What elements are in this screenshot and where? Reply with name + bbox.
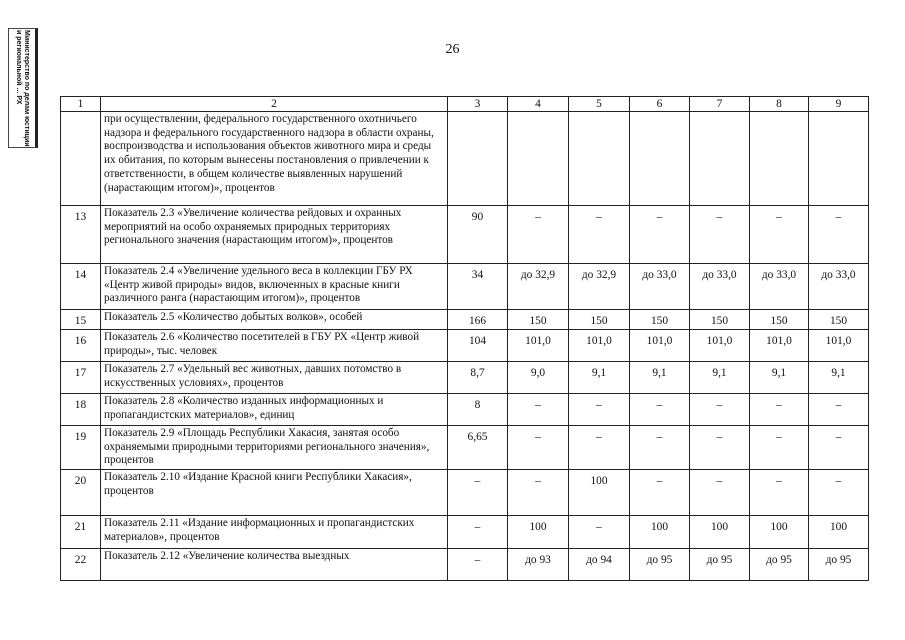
value-cell: – <box>750 426 809 470</box>
row-number: 21 <box>61 516 101 549</box>
table-row <box>61 264 869 310</box>
value-cell: 8,7 <box>448 362 508 394</box>
value-cell: – <box>690 470 750 516</box>
table-row <box>61 330 869 362</box>
column-header: 7 <box>690 97 750 112</box>
value-cell: 150 <box>690 310 750 330</box>
table-row <box>61 394 869 426</box>
value-cell: 100 <box>569 470 630 516</box>
value-cell: 150 <box>750 310 809 330</box>
indicator-text: Показатель 2.3 «Увеличение количества рейдовых и охранных мероприятий на особо охраняемых природных территориях регионального значения (нарастающим итогом)», процентов <box>101 206 448 264</box>
value-cell: – <box>569 426 630 470</box>
column-header: 6 <box>630 97 690 112</box>
value-cell: – <box>508 394 569 426</box>
column-header: 4 <box>508 97 569 112</box>
value-cell: 100 <box>508 516 569 549</box>
table-row <box>61 362 869 394</box>
value-cell <box>809 112 869 206</box>
table-row <box>61 206 869 264</box>
row-number: 19 <box>61 426 101 470</box>
value-cell: – <box>448 470 508 516</box>
value-cell: – <box>809 206 869 264</box>
page-number: 26 <box>445 42 460 57</box>
table-row <box>61 310 869 330</box>
indicator-text: Показатель 2.5 «Количество добытых волков», особей <box>101 310 448 330</box>
row-number: 22 <box>61 549 101 581</box>
table-row <box>61 516 869 549</box>
value-cell: 150 <box>630 310 690 330</box>
value-cell: до 95 <box>690 549 750 581</box>
value-cell: до 33,0 <box>750 264 809 310</box>
column-header: 5 <box>569 97 630 112</box>
value-cell: до 94 <box>569 549 630 581</box>
value-cell: – <box>809 426 869 470</box>
value-cell: – <box>750 206 809 264</box>
value-cell: – <box>569 516 630 549</box>
indicator-text: Показатель 2.9 «Площадь Республики Хакасия, занятая особо охраняемыми природными территориями регионального значения», процентов <box>101 426 448 470</box>
value-cell: 90 <box>448 206 508 264</box>
value-cell <box>448 112 508 206</box>
value-cell: 104 <box>448 330 508 362</box>
stamp-text: Министерство по делам юстиции и региональной ... РХ <box>15 30 30 147</box>
value-cell: – <box>690 426 750 470</box>
value-cell: 100 <box>630 516 690 549</box>
column-header: 1 <box>61 97 101 112</box>
indicators-table <box>60 96 869 581</box>
value-cell: 101,0 <box>508 330 569 362</box>
value-cell: до 33,0 <box>809 264 869 310</box>
value-cell: – <box>569 394 630 426</box>
value-cell: 9,0 <box>508 362 569 394</box>
value-cell: до 93 <box>508 549 569 581</box>
value-cell: 100 <box>750 516 809 549</box>
value-cell: 6,65 <box>448 426 508 470</box>
value-cell: 9,1 <box>569 362 630 394</box>
indicator-text: при осуществлении, федерального государственного охотничьего надзора и федерального государственного надзора в области охраны, воспроизводства и использования объектов животного мира и среды их обитания, по которым вынесены постановления о привлечении к ответственности, в общем количестве выявленных нарушений (нарастающим итогом)», процентов <box>101 112 448 206</box>
indicator-text: Показатель 2.8 «Количество изданных информационных и пропагандистских материалов», единиц <box>101 394 448 426</box>
value-cell: 100 <box>809 516 869 549</box>
value-cell: – <box>750 394 809 426</box>
value-cell: – <box>809 394 869 426</box>
table-row <box>61 112 869 206</box>
indicator-text: Показатель 2.7 «Удельный вес животных, давших потомство в искусственных условиях», процентов <box>101 362 448 394</box>
value-cell: 9,1 <box>690 362 750 394</box>
value-cell: 8 <box>448 394 508 426</box>
table-row <box>61 470 869 516</box>
indicator-text: Показатель 2.6 «Количество посетителей в ГБУ РХ «Центр живой природы», тыс. человек <box>101 330 448 362</box>
indicator-text: Показатель 2.12 «Увеличение количества выездных <box>101 549 448 581</box>
value-cell: – <box>508 426 569 470</box>
value-cell: – <box>508 470 569 516</box>
value-cell: 150 <box>508 310 569 330</box>
table-header-row <box>61 97 869 112</box>
value-cell <box>630 112 690 206</box>
value-cell: – <box>690 394 750 426</box>
table-row <box>61 426 869 470</box>
column-header: 8 <box>750 97 809 112</box>
table-row <box>61 549 869 581</box>
value-cell: до 95 <box>630 549 690 581</box>
value-cell: – <box>630 206 690 264</box>
column-header: 9 <box>809 97 869 112</box>
value-cell: до 32,9 <box>569 264 630 310</box>
value-cell: – <box>448 549 508 581</box>
value-cell: 101,0 <box>569 330 630 362</box>
value-cell: – <box>690 206 750 264</box>
indicator-text: Показатель 2.4 «Увеличение удельного веса в коллекции ГБУ РХ «Центр живой природы» видов, включенных в красные книги различного ранга (нарастающим итогом)», процентов <box>101 264 448 310</box>
value-cell: – <box>630 426 690 470</box>
indicator-text: Показатель 2.10 «Издание Красной книги Республики Хакасия», процентов <box>101 470 448 516</box>
value-cell: – <box>750 470 809 516</box>
value-cell: 9,1 <box>750 362 809 394</box>
value-cell <box>508 112 569 206</box>
value-cell: – <box>569 206 630 264</box>
value-cell: до 33,0 <box>630 264 690 310</box>
value-cell: 101,0 <box>750 330 809 362</box>
value-cell: 9,1 <box>630 362 690 394</box>
row-number: 15 <box>61 310 101 330</box>
column-header: 3 <box>448 97 508 112</box>
row-number: 20 <box>61 470 101 516</box>
value-cell: 150 <box>809 310 869 330</box>
row-number: 13 <box>61 206 101 264</box>
row-number: 14 <box>61 264 101 310</box>
value-cell: – <box>448 516 508 549</box>
value-cell: 101,0 <box>690 330 750 362</box>
row-number: 16 <box>61 330 101 362</box>
value-cell: 9,1 <box>809 362 869 394</box>
value-cell: – <box>508 206 569 264</box>
value-cell: 101,0 <box>809 330 869 362</box>
column-header: 2 <box>101 97 448 112</box>
value-cell: 166 <box>448 310 508 330</box>
value-cell <box>569 112 630 206</box>
row-number: 18 <box>61 394 101 426</box>
value-cell: 100 <box>690 516 750 549</box>
value-cell <box>750 112 809 206</box>
row-number: 17 <box>61 362 101 394</box>
value-cell: 150 <box>569 310 630 330</box>
indicator-text: Показатель 2.11 «Издание информационных и пропагандистских материалов», процентов <box>101 516 448 549</box>
value-cell <box>690 112 750 206</box>
value-cell: 101,0 <box>630 330 690 362</box>
value-cell: до 32,9 <box>508 264 569 310</box>
value-cell: до 33,0 <box>690 264 750 310</box>
value-cell: – <box>809 470 869 516</box>
row-number <box>61 112 101 206</box>
value-cell: – <box>630 394 690 426</box>
value-cell: до 95 <box>750 549 809 581</box>
value-cell: 34 <box>448 264 508 310</box>
value-cell: – <box>630 470 690 516</box>
value-cell: до 95 <box>809 549 869 581</box>
